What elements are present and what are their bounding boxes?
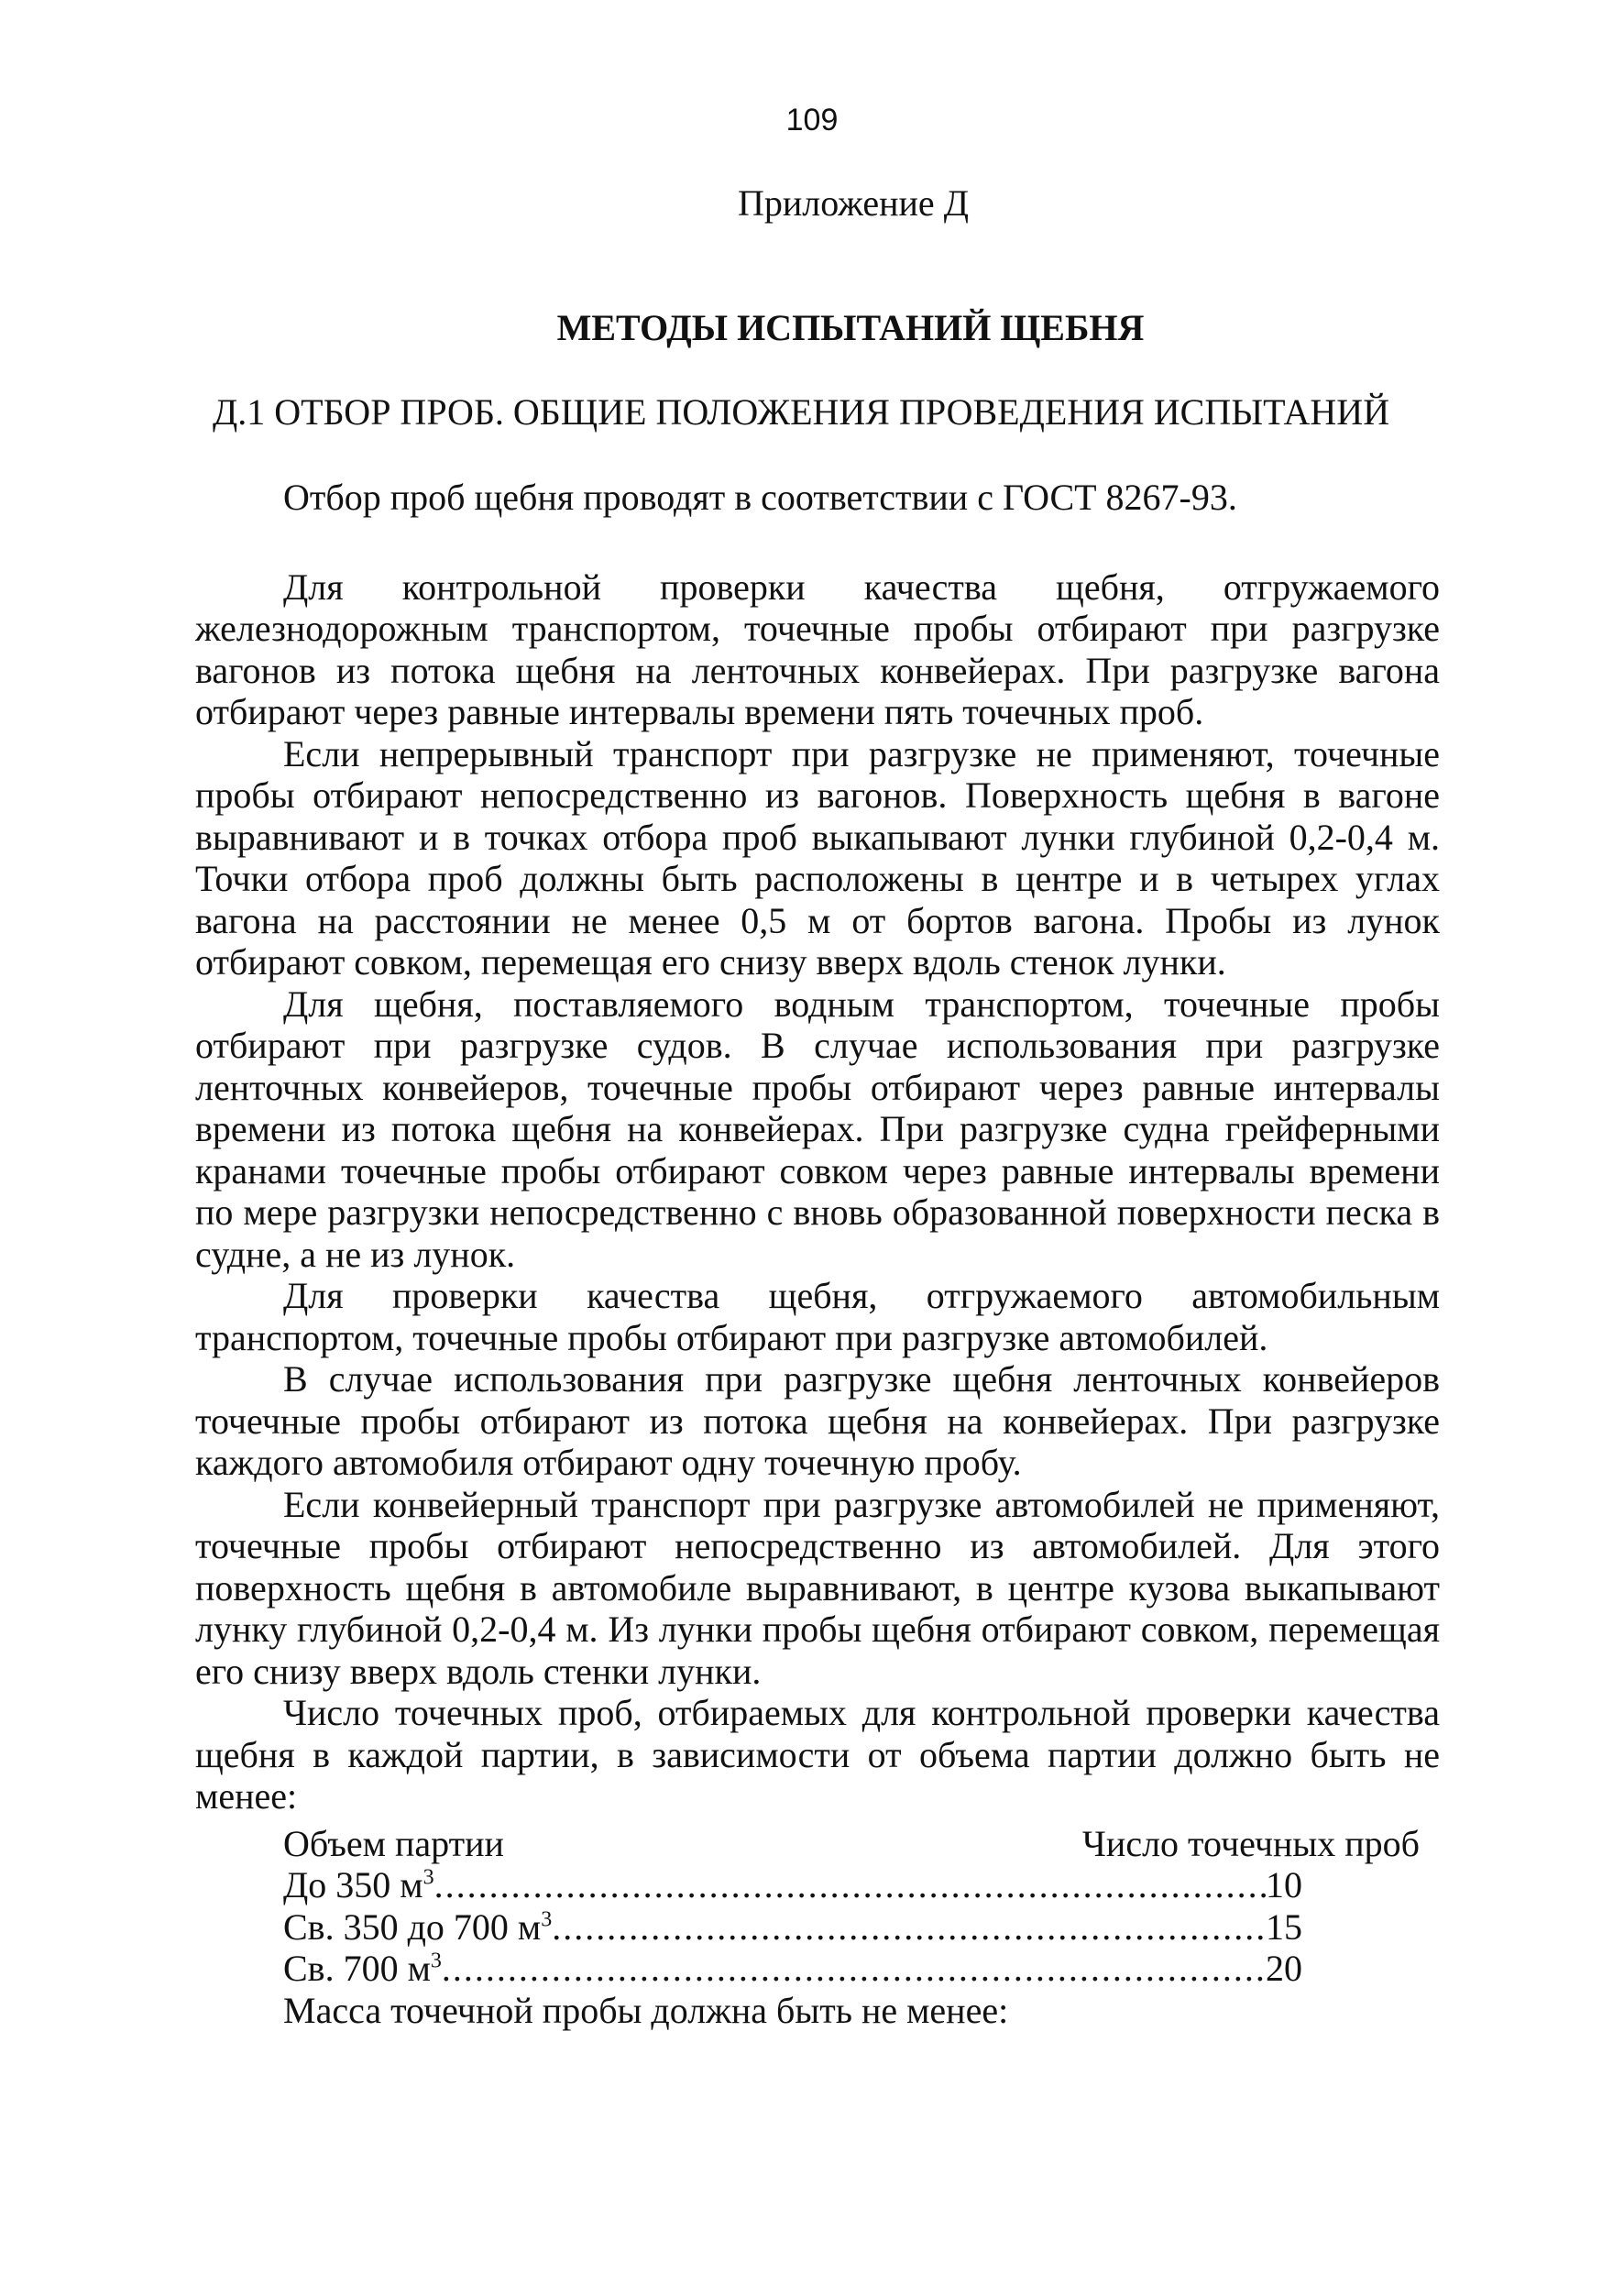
table-row — [283, 1948, 1302, 1990]
paragraph: Для проверки качества щебня, отгружаемого автомобильным транспортом, точечные пробы отбирают при разгрузке автомобилей. — [195, 1275, 1440, 1358]
row-value: 15 — [1266, 1905, 1302, 1948]
row-label: Св. 350 до 700 $м^3$ — [283, 1905, 553, 1948]
section-heading: Д.1 ОТБОР ПРОБ. ОБЩИЕ ПОЛОЖЕНИЯ ПРОВЕДЕНИЯ ИСПЫТАНИЙ — [213, 391, 1390, 433]
leader-dots — [552, 1906, 1266, 1949]
paragraph: Для контрольной проверки качества щебня, отгружаемого железнодорожным транспортом, точечные пробы отбирают при разгрузке вагонов из потока щебня на ленточных конвейерах. При разгрузке вагона отбирают через равные интервалы времени пять точечных проб. — [195, 566, 1440, 732]
sample-count-table — [195, 1823, 1440, 1990]
closing-line: Масса точечной пробы должна быть не менее: — [283, 1989, 1009, 2031]
row-label: Св. 700 $м^3$ — [283, 1948, 442, 1989]
row-value: 20 — [1266, 1948, 1302, 1989]
table-header — [283, 1823, 1420, 1865]
row-label: До 350 $м^3$ — [283, 1864, 434, 1905]
table-header-count: Число точечных проб — [1081, 1822, 1420, 1864]
table-header-volume: Объем партии — [283, 1822, 504, 1864]
paragraph: Число точечных проб, отбираемых для контрольной проверки качества щебня в каждой партии, в зависимости от объема партии должно быть не менее: — [195, 1692, 1440, 1817]
page-number: 109 — [785, 103, 839, 137]
document-body — [195, 477, 1440, 2031]
leader-dots — [434, 1864, 1266, 1906]
paragraph: Для щебня, поставляемого водным транспортом, точечные пробы отбирают при разгрузке судов. В случае использования при разгрузке ленточных конвейеров, точечные пробы отбирают через равные интервалы времени из потока щебня на конвейерах. При разгрузке судна грейферными кранами точечные пробы отбирают совком через равные интервалы времени по мере разгрузки непосредственно с вновь образованной поверхности песка в судне, а не из лунок. — [195, 983, 1440, 1275]
paragraph: Если непрерывный транспорт при разгрузке не применяют, точечные пробы отбирают непосредственно из вагонов. Поверхность щебня в вагоне выравнивают и в точках отбора проб выкапывают лунки глубиной 0,2-0,4 м. Точки отбора проб должны быть расположены в центре и в четырех углах вагона на расстоянии не менее 0,5 м от бортов вагона. Пробы из лунок отбирают совком, перемещая его снизу вверх вдоль стенок лунки. — [195, 732, 1440, 983]
appendix-label: Приложение Д — [738, 182, 969, 224]
document-title: МЕТОДЫ ИСПЫТАНИЙ ЩЕБНЯ — [556, 307, 1145, 348]
paragraph: Отбор проб щебня проводят в соответствии с ГОСТ 8267-93. — [283, 477, 1237, 518]
row-value: 10 — [1266, 1864, 1302, 1905]
paragraph: Если конвейерный транспорт при разгрузке автомобилей не применяют, точечные пробы отбирают непосредственно из автомобилей. Для этого поверхность щебня в автомобиле выравнивают, в центре кузова выкапывают лунку глубиной 0,2-0,4 м. Из лунки пробы щебня отбирают совком, перемещая его снизу вверх вдоль стенки лунки. — [195, 1483, 1440, 1692]
paragraph: В случае использования при разгрузке щебня ленточных конвейеров точечные пробы отбирают из потока щебня на конвейерах. При разгрузке каждого автомобиля отбирают одну точечную пробу. — [195, 1358, 1440, 1483]
leader-dots — [442, 1948, 1266, 1990]
table-row — [283, 1906, 1302, 1949]
table-row — [283, 1864, 1302, 1906]
